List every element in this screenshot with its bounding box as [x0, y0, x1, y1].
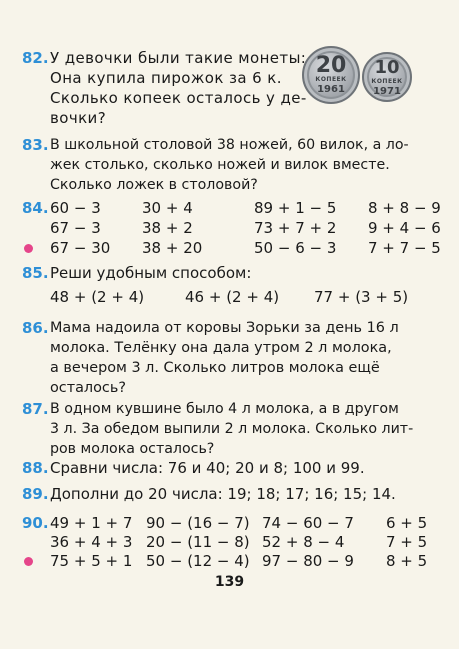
page-number: 139 — [214, 574, 245, 590]
expression: 7 + 7 − 5 — [368, 239, 441, 257]
bullet-marker — [24, 244, 33, 253]
text-line: ров молока осталось? — [50, 441, 215, 457]
problem-text — [50, 484, 442, 504]
text-line: Сравни числа: 76 и 40; 20 и 8; 100 и 99. — [50, 459, 365, 477]
problem-text — [50, 458, 442, 478]
problem-85 — [22, 263, 442, 311]
expression: 36 + 4 + 3 — [50, 533, 133, 551]
expression: 67 − 30 — [50, 239, 111, 257]
expression: 75 + 5 + 1 — [50, 552, 133, 570]
coin-year: 1971 — [373, 85, 401, 97]
problem-text — [50, 399, 442, 459]
expression: 38 + 20 — [142, 239, 203, 257]
coin-10-kopeks — [362, 52, 412, 102]
coin-20-kopeks — [302, 46, 360, 104]
coin-value: 20 — [315, 52, 347, 78]
problem-number: 90. — [22, 514, 49, 532]
text-line: В школьной столовой 38 ножей, 60 вилок, а ло- — [50, 137, 409, 153]
expression: 9 + 4 − 6 — [368, 219, 441, 237]
problem-number: 86. — [22, 319, 49, 337]
coin-year: 1961 — [317, 83, 345, 95]
problem-number: 89. — [22, 485, 49, 503]
expression: 50 − 6 − 3 — [254, 239, 337, 257]
expression: 50 − (12 − 4) — [146, 552, 250, 570]
text-line: молока. Телёнку она дала утром 2 л молока, — [50, 340, 392, 356]
expression: 73 + 7 + 2 — [254, 219, 337, 237]
expression: 52 + 8 − 4 — [262, 533, 345, 551]
text-line: Она купила пирожок за 6 к. — [50, 69, 282, 87]
problem-88 — [22, 458, 442, 480]
text-line: Дополни до 20 числа: 19; 18; 17; 16; 15; 14. — [50, 485, 396, 503]
coin-unit: КОПЕЕК — [315, 75, 347, 83]
problem-number: 82. — [22, 49, 49, 67]
expression: 8 + 8 − 9 — [368, 199, 441, 217]
text-line: Реши удобным способом: — [50, 264, 252, 282]
expression: 97 − 80 − 9 — [262, 552, 354, 570]
text-line: 3 л. За обедом выпили 2 л молока. Сколько лит- — [50, 421, 414, 437]
expression: 7 + 5 — [386, 533, 428, 551]
text-line: вочки? — [50, 109, 107, 127]
text-line: Сколько копеек осталось у де- — [50, 89, 307, 107]
expression: 77 + (3 + 5) — [314, 288, 409, 306]
problem-number: 84. — [22, 199, 49, 217]
expression: 46 + (2 + 4) — [185, 288, 280, 306]
problem-90 — [22, 513, 442, 575]
expression: 30 + 4 — [142, 199, 193, 217]
expression: 38 + 2 — [142, 219, 193, 237]
text-line: Мама надоила от коровы Зорьки за день 16 л — [50, 320, 399, 336]
text-line: В одном кувшине было 4 л молока, а в другом — [50, 401, 399, 417]
text-line: жек столько, сколько ножей и вилок вместе. — [50, 157, 390, 173]
expression: 74 − 60 − 7 — [262, 514, 354, 532]
coin-value: 10 — [374, 56, 400, 78]
coin-unit: КОПЕЕК — [371, 77, 403, 85]
bullet-marker — [24, 557, 33, 566]
problem-text — [50, 318, 442, 398]
text-line: У девочки были такие монеты: — [50, 49, 307, 67]
expression: 6 + 5 — [386, 514, 428, 532]
expression: 67 − 3 — [50, 219, 101, 237]
problem-number: 83. — [22, 136, 49, 154]
problem-number: 88. — [22, 459, 49, 477]
problem-84 — [22, 198, 442, 260]
problem-83 — [22, 135, 442, 197]
text-line: Сколько ложек в столовой? — [50, 177, 258, 193]
problem-text — [50, 263, 442, 283]
problem-number: 85. — [22, 264, 49, 282]
expression: 49 + 1 + 7 — [50, 514, 133, 532]
text-line: а вечером 3 л. Сколько литров молока ещё — [50, 360, 380, 376]
expression: 48 + (2 + 4) — [50, 288, 145, 306]
text-line: осталось? — [50, 380, 126, 396]
problem-number: 87. — [22, 400, 49, 418]
expression: 60 − 3 — [50, 199, 101, 217]
expression: 90 − (16 − 7) — [146, 514, 250, 532]
expression: 20 − (11 − 8) — [146, 533, 250, 551]
problem-text — [50, 135, 442, 195]
problem-87 — [22, 399, 442, 461]
expression: 8 + 5 — [386, 552, 428, 570]
expression: 89 + 1 − 5 — [254, 199, 337, 217]
problem-86 — [22, 318, 442, 400]
problem-89 — [22, 484, 442, 506]
